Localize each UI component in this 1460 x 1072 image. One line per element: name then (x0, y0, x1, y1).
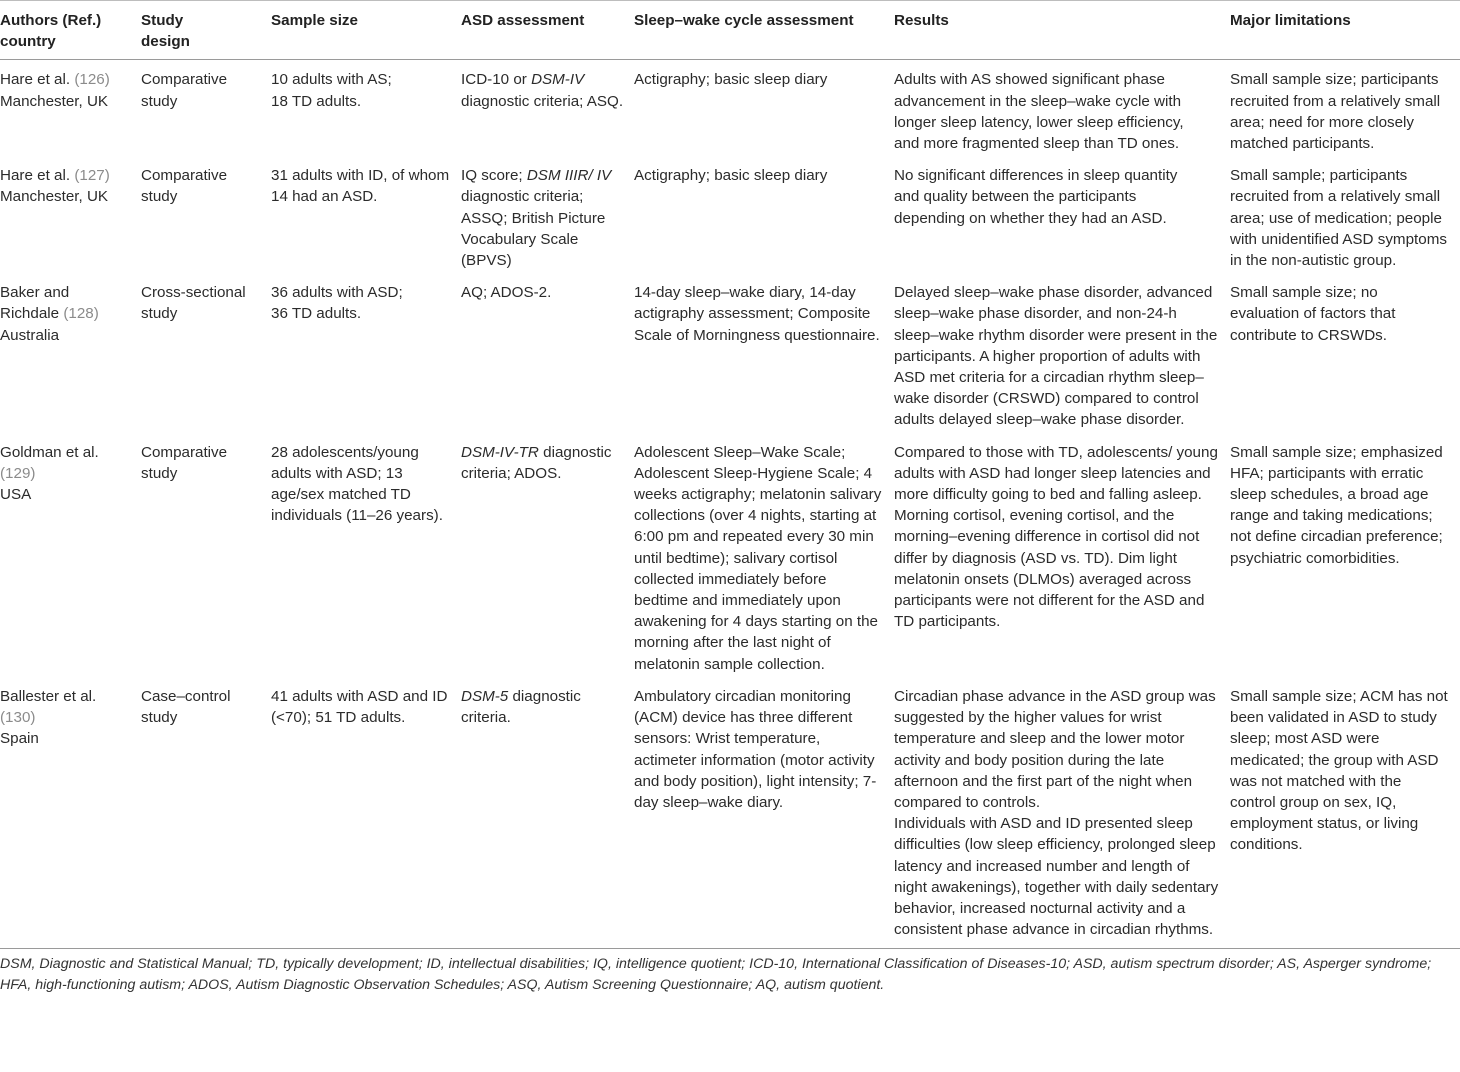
asd-text: AQ; ADOS-2. (461, 284, 552, 302)
cell-sleep-assessment: Actigraphy; basic sleep diary (634, 71, 828, 89)
cell-results: Compared to those with TD, adolescents/ young adults with ASD had longer sleep latencies and more difficulty going to bed and falling asleep. Morning cortisol, evening cortisol, and the morning–evening difference in cortisol did not differ by diagnosis (ASD vs. TD). Dim light melatonin onsets (DLMOs) averaged across participants were not different for the ASD and TD participants. (894, 443, 1218, 631)
cell-authors (0, 677, 141, 942)
header-sample: Sample size (271, 12, 358, 29)
cell-sample: 41 adults with ASD and ID (<70); 51 TD adults. (271, 687, 448, 727)
asd-criteria-name: DSM-IV-TR (461, 443, 539, 461)
author-name: Hare et al. (0, 71, 71, 89)
asd-text: IQ score; (461, 167, 527, 185)
cell-design: Comparative study (141, 167, 228, 206)
header-sleep-assessment: Sleep–wake cycle assessment (634, 12, 854, 29)
cell-design: Case–control study (141, 687, 231, 727)
cell-limitations: Small sample; participants recruited from a relatively small area; use of medication; people with unidentified ASD symptoms in the non-autistic group. (1230, 167, 1447, 270)
asd-text: diagnostic criteria. (461, 687, 581, 727)
reference-link[interactable]: (126) (74, 71, 110, 89)
cell-limitations: Small sample size; ACM has not been validated in ASD to study sleep; most ASD were medicated; the group with ASD was not matched with the control group on sex, IQ, employment status, or living conditions. (1230, 687, 1448, 854)
results-paragraph: Individuals with ASD and ID presented sleep difficulties (low sleep efficiency, prolonged sleep latency and increased number and length of night awakenings), together with daily sedentary behavior, increased nocturnal activity and a consistent phase advance in circadian rhythms. (894, 815, 1219, 939)
reference-link[interactable]: (129) (0, 464, 36, 482)
table-row (0, 677, 1460, 942)
author-country: Manchester, UK (0, 92, 109, 110)
header-limitations: Major limitations (1230, 12, 1351, 29)
cell-authors (0, 273, 141, 432)
asd-criteria-name: DSM-5 (461, 687, 509, 705)
asd-criteria-name: DSM IIIR/ IV (526, 167, 612, 185)
cell-asd-assessment (461, 273, 634, 432)
cell-limitations: Small sample size; emphasized HFA; participants with erratic sleep schedules, a broad age range and taking medications; not define circadian preference; psychiatric comorbidities. (1230, 443, 1443, 567)
header-authors: Authors (Ref.) country (0, 12, 102, 51)
cell-asd-assessment (461, 677, 634, 942)
cell-results: No significant differences in sleep quantity and quality between the participants depending on whether they had an ASD. (894, 167, 1178, 227)
author-country: Manchester, UK (0, 188, 109, 206)
reference-link[interactable]: (130) (0, 709, 36, 727)
cell-sample: 31 adults with ID, of whom 14 had an ASD. (271, 167, 450, 206)
cell-limitations: Small sample size; participants recruited from a relatively small area; need for more closely matched participants. (1230, 71, 1441, 153)
table-header (0, 1, 1460, 60)
cell-sample: 36 adults with ASD; 36 TD adults. (271, 284, 403, 323)
table-row (0, 156, 1460, 273)
table-footnote: DSM, Diagnostic and Statistical Manual; TD, typically development; ID, intellectual disabilities; IQ, intelligence quotient; ICD-10, International Classification of Diseases-10; ASD, autism spectrum disorder; AS, Asperger syndrome; HFA, high-functioning autism; ADOS, Autism Diagnostic Observation Schedules; ASQ, Autism Screening Questionnaire; AQ, autism quotient. (0, 948, 1460, 996)
cell-authors (0, 433, 141, 677)
author-name: Hare et al. (0, 167, 71, 185)
reference-link[interactable]: (127) (74, 167, 110, 185)
cell-results (894, 677, 1230, 942)
header-asd-assessment: ASD assessment (461, 12, 585, 29)
author-country: Australia (0, 326, 60, 344)
asd-text: diagnostic criteria; ADOS. (461, 443, 612, 482)
reference-link[interactable]: (128) (63, 305, 99, 323)
cell-design: Comparative study (141, 71, 228, 110)
cell-sample: 10 adults with AS; 18 TD adults. (271, 71, 392, 110)
author-country: USA (0, 486, 32, 504)
table-row (0, 273, 1460, 432)
cell-results: Adults with AS showed significant phase advancement in the sleep–wake cycle with longer sleep latency, lower sleep efficiency, and more fragmented sleep than TD ones. (894, 71, 1184, 153)
cell-authors (0, 156, 141, 273)
cell-sleep-assessment: Adolescent Sleep–Wake Scale; Adolescent Sleep-Hygiene Scale; 4 weeks actigraphy; melatonin salivary collections (over 4 nights, starting at 6:00 pm and repeated every 30 min until bedtime); salivary cortisol collected immediately before bedtime and immediately upon awakening for 4 days starting on the morning after the last night of melatonin sample collection. (634, 443, 882, 673)
asd-text: diagnostic criteria; ASQ. (461, 92, 624, 110)
header-design: Study design (141, 12, 190, 51)
cell-authors (0, 60, 141, 156)
author-country: Spain (0, 730, 39, 748)
asd-text: ICD-10 or (461, 71, 532, 89)
cell-design: Cross-sectional study (141, 284, 246, 323)
cell-sleep-assessment: 14-day sleep–wake diary, 14-day actigraphy assessment; Composite Scale of Morningness questionnaire. (634, 284, 880, 344)
cell-sleep-assessment: Actigraphy; basic sleep diary (634, 167, 828, 185)
asd-criteria-name: DSM-IV (531, 71, 585, 89)
cell-sample: 28 adolescents/young adults with ASD; 13 age/sex matched TD individuals (11–26 years). (271, 443, 443, 525)
cell-results: Delayed sleep–wake phase disorder, advanced sleep–wake phase disorder, and non-24-h sleep–wake rhythm disorder were present in the participants. A higher proportion of adults with ASD met criteria for a circadian rhythm sleep–wake disorder (CRSWD) compared to control adults delayed sleep–wake phase disorder. (894, 284, 1218, 429)
asd-text: diagnostic criteria; ASSQ; British Picture Vocabulary Scale (BPVS) (461, 188, 606, 270)
author-name: Goldman et al. (0, 443, 99, 461)
author-name: Ballester et al. (0, 687, 97, 705)
table-row (0, 60, 1460, 156)
cell-asd-assessment (461, 433, 634, 677)
results-paragraph: Circadian phase advance in the ASD group was suggested by the higher values for wrist temperature and sleep and the lower motor activity and body position during the late afternoon and the first part of the night when compared to controls. (894, 687, 1216, 811)
author-name: Baker and Richdale (0, 284, 70, 323)
cell-asd-assessment (461, 60, 634, 156)
cell-sleep-assessment: Ambulatory circadian monitoring (ACM) device has three different sensors: Wrist temperature, actimeter information (motor activity and body position), light intensity; 7-day sleep–wake diary. (634, 687, 877, 811)
cell-asd-assessment (461, 156, 634, 273)
header-results: Results (894, 12, 949, 29)
table-row (0, 433, 1460, 677)
cell-limitations: Small sample size; no evaluation of factors that contribute to CRSWDs. (1230, 284, 1396, 344)
cell-design: Comparative study (141, 443, 228, 482)
